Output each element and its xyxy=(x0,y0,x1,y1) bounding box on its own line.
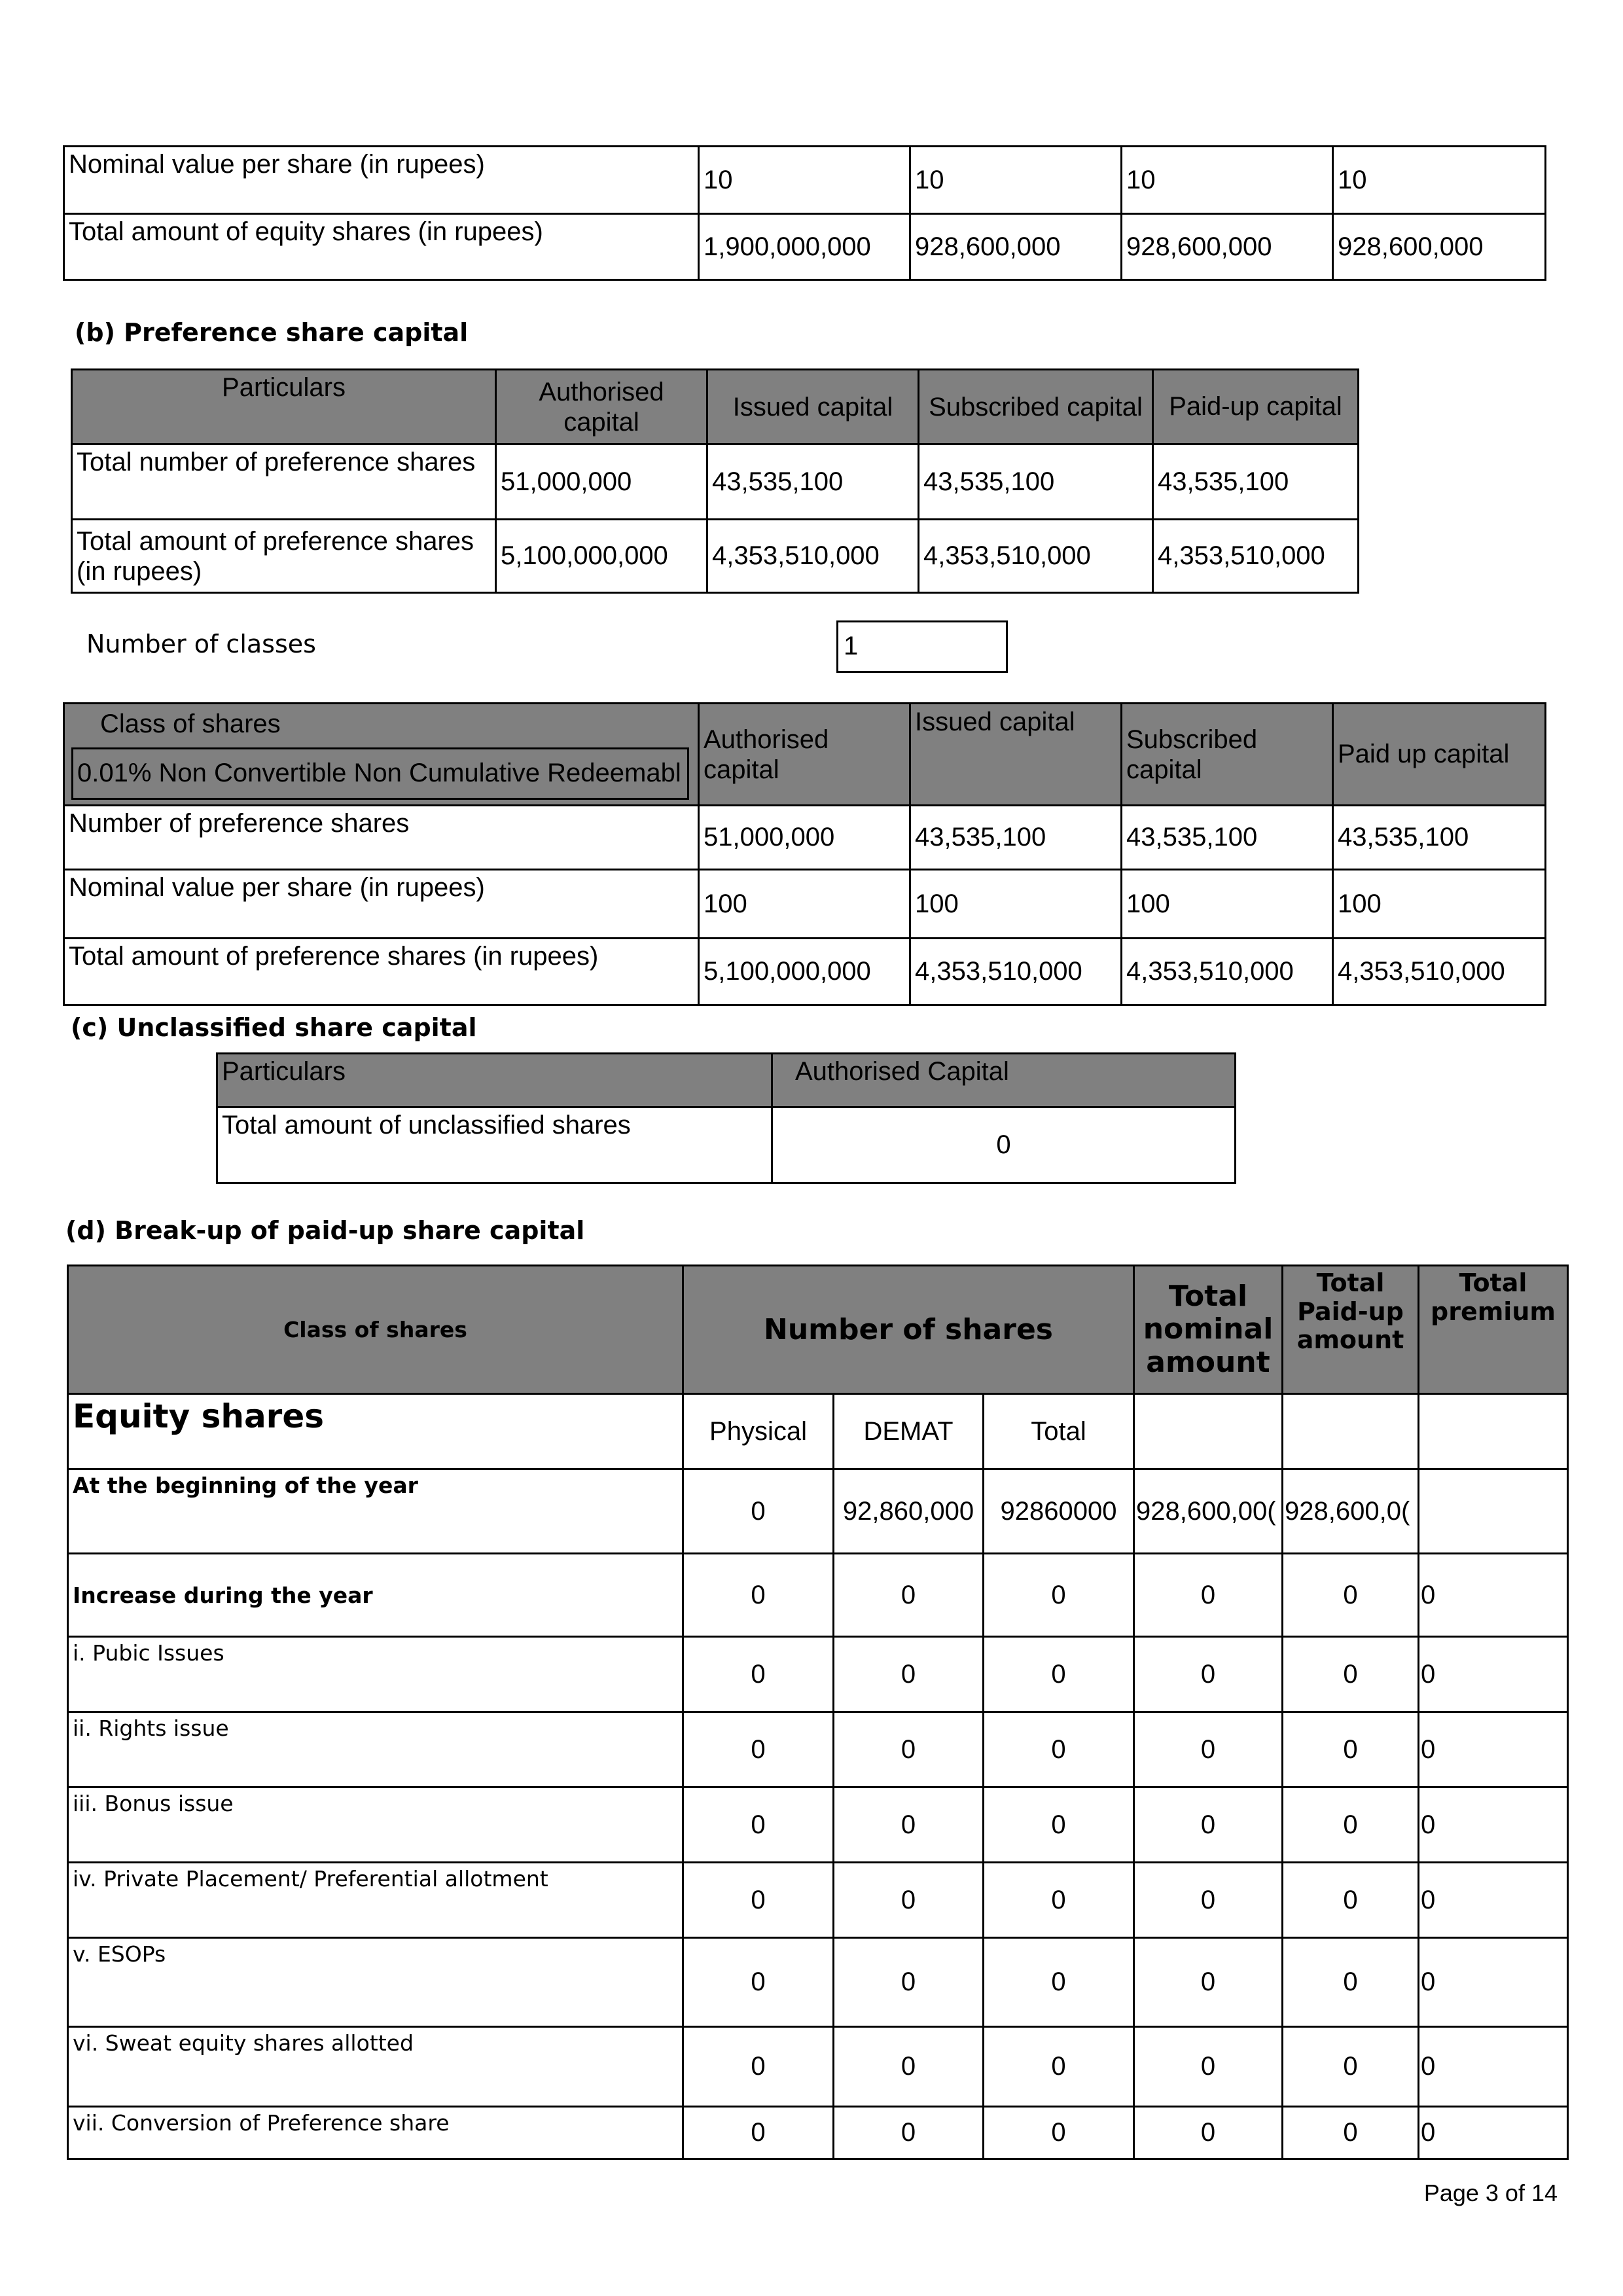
cell-value: 0 xyxy=(834,1787,984,1863)
cell-value: 0 xyxy=(834,1938,984,2027)
breakup-table xyxy=(67,1265,1569,2160)
cell-value: 0 xyxy=(984,2027,1134,2107)
cell-value: 0 xyxy=(1134,1787,1283,1863)
cell-value: 0 xyxy=(1419,1554,1568,1637)
class-of-shares-label: Class of shares xyxy=(100,709,281,738)
cell-value: 0 xyxy=(834,1863,984,1938)
cell-value: 0 xyxy=(1283,1787,1419,1863)
table-row xyxy=(64,147,1546,214)
header-subscribed: Subscribed capital xyxy=(1122,704,1333,806)
row-label: vii. Conversion of Preference share xyxy=(68,2107,683,2159)
table-row xyxy=(217,1107,1236,1183)
page-number: Page 3 of 14 xyxy=(1423,2179,1558,2206)
header-number-of-shares: Number of shares xyxy=(683,1266,1134,1394)
cell-value: 5,100,000,000 xyxy=(496,520,707,593)
subheader-physical: Physical xyxy=(683,1394,834,1469)
cell-value: 4,353,510,000 xyxy=(1333,939,1546,1005)
row-label: Nominal value per share (in rupees) xyxy=(64,870,699,939)
row-label: Number of preference shares xyxy=(64,806,699,870)
cell-value: 0 xyxy=(772,1107,1236,1183)
cell-value: 0 xyxy=(984,1863,1134,1938)
header-authorised: Authorised Capital xyxy=(772,1054,1236,1107)
cell-value: 0 xyxy=(1134,1938,1283,2027)
cell-value: 928,600,000 xyxy=(1333,214,1546,280)
header-authorised: Authorised capital xyxy=(699,704,910,806)
table-row xyxy=(68,1394,1568,1469)
table-row xyxy=(72,520,1359,593)
cell-value: 0 xyxy=(834,1637,984,1712)
section-title-preference: (b) Preference share capital xyxy=(75,318,469,347)
row-label: Total amount of unclassified shares xyxy=(217,1107,772,1183)
row-label: iii. Bonus issue xyxy=(68,1787,683,1863)
equity-capital-table xyxy=(63,145,1546,281)
header-issued: Issued capital xyxy=(707,370,919,444)
header-particulars: Particulars xyxy=(217,1054,772,1107)
header-authorised: Authorised capital xyxy=(496,370,707,444)
row-label: vi. Sweat equity shares allotted xyxy=(68,2027,683,2107)
table-row xyxy=(68,1863,1568,1938)
unclassified-table xyxy=(216,1052,1236,1184)
cell-value: 4,353,510,000 xyxy=(1153,520,1359,593)
table-row xyxy=(68,2107,1568,2159)
number-of-classes-label: Number of classes xyxy=(86,630,316,658)
cell-value: 43,535,100 xyxy=(910,806,1122,870)
cell-value: 0 xyxy=(984,1938,1134,2027)
table-row xyxy=(68,1787,1568,1863)
cell-value: 10 xyxy=(1122,147,1333,214)
class-of-shares-field[interactable]: 0.01% Non Convertible Non Cumulative Redeemabl xyxy=(71,747,689,800)
cell-value: 92860000 xyxy=(984,1469,1134,1554)
cell-value: 0 xyxy=(1283,2027,1419,2107)
cell-value: 100 xyxy=(699,870,910,939)
table-header-row xyxy=(68,1266,1568,1394)
cell-value: 43,535,100 xyxy=(1122,806,1333,870)
cell-value: 51,000,000 xyxy=(699,806,910,870)
cell-value: 0 xyxy=(1419,1787,1568,1863)
cell-value: 928,600,000 xyxy=(1122,214,1333,280)
cell-value: 928,600,0( xyxy=(1283,1469,1419,1554)
cell-value: 0 xyxy=(1134,1863,1283,1938)
row-label: Total number of preference shares xyxy=(72,444,496,520)
table-row xyxy=(72,444,1359,520)
table-header-row xyxy=(72,370,1359,444)
header-particulars: Particulars xyxy=(72,370,496,444)
cell-value: 0 xyxy=(1134,1637,1283,1712)
cell-value: 100 xyxy=(1333,870,1546,939)
table-row xyxy=(68,2027,1568,2107)
cell-value: 0 xyxy=(1283,1712,1419,1787)
cell-value: 43,535,100 xyxy=(919,444,1153,520)
cell-value: 0 xyxy=(984,1554,1134,1637)
header-class-of-shares: Class of shares xyxy=(68,1266,683,1394)
row-label: ii. Rights issue xyxy=(68,1712,683,1787)
cell-value: 0 xyxy=(683,2107,834,2159)
cell-value: 928,600,000 xyxy=(910,214,1122,280)
row-label: iv. Private Placement/ Preferential allotment xyxy=(68,1863,683,1938)
section-title-unclassified: (c) Unclassified share capital xyxy=(71,1013,477,1042)
row-label: Increase during the year xyxy=(68,1554,683,1637)
header-subscribed: Subscribed capital xyxy=(919,370,1153,444)
cell-value: 0 xyxy=(1283,1863,1419,1938)
cell-value: 0 xyxy=(1419,1938,1568,2027)
table-row xyxy=(68,1637,1568,1712)
row-label: Total amount of preference shares (in rupees) xyxy=(64,939,699,1005)
table-row xyxy=(64,214,1546,280)
cell-value: 4,353,510,000 xyxy=(1122,939,1333,1005)
cell-value: 4,353,510,000 xyxy=(919,520,1153,593)
cell-value: 0 xyxy=(683,1938,834,2027)
table-row xyxy=(68,1938,1568,2027)
header-total-nominal: Total nominal amount xyxy=(1134,1266,1283,1394)
table-row xyxy=(64,806,1546,870)
cell-value: 10 xyxy=(1333,147,1546,214)
table-row xyxy=(68,1712,1568,1787)
cell-value: 10 xyxy=(699,147,910,214)
table-row xyxy=(64,939,1546,1005)
cell-value: 0 xyxy=(1134,1554,1283,1637)
row-label: v. ESOPs xyxy=(68,1938,683,2027)
cell-value: 1,900,000,000 xyxy=(699,214,910,280)
cell-value: 43,535,100 xyxy=(707,444,919,520)
cell-value: 4,353,510,000 xyxy=(707,520,919,593)
row-label: Total amount of preference shares (in rupees) xyxy=(72,520,496,593)
cell-value: 0 xyxy=(984,1787,1134,1863)
cell-value: 0 xyxy=(1283,1637,1419,1712)
cell-value: 0 xyxy=(683,1863,834,1938)
row-label: At the beginning of the year xyxy=(68,1469,683,1554)
cell-value: 100 xyxy=(1122,870,1333,939)
cell-value: 0 xyxy=(1134,2027,1283,2107)
cell-value: 43,535,100 xyxy=(1333,806,1546,870)
row-label: Nominal value per share (in rupees) xyxy=(64,147,699,214)
cell-value: 0 xyxy=(683,2027,834,2107)
cell-value: 43,535,100 xyxy=(1153,444,1359,520)
cell-value: 0 xyxy=(1419,1712,1568,1787)
cell-value: 5,100,000,000 xyxy=(699,939,910,1005)
cell-value: 0 xyxy=(1283,1938,1419,2027)
cell-value: 0 xyxy=(1419,1863,1568,1938)
cell-value: 0 xyxy=(1419,1637,1568,1712)
header-paidup: Paid up capital xyxy=(1333,704,1546,806)
header-issued: Issued capital xyxy=(910,704,1122,806)
cell-value xyxy=(1419,1469,1568,1554)
number-of-classes-field[interactable]: 1 xyxy=(836,620,1008,673)
equity-shares-label: Equity shares xyxy=(68,1394,683,1469)
table-row xyxy=(68,1554,1568,1637)
cell-value: 0 xyxy=(683,1712,834,1787)
cell-value: 0 xyxy=(984,1712,1134,1787)
table-header-row xyxy=(64,704,1546,806)
cell-value: 0 xyxy=(984,1637,1134,1712)
subheader-demat: DEMAT xyxy=(834,1394,984,1469)
cell-value: 0 xyxy=(1283,2107,1419,2159)
preference-class-table xyxy=(63,702,1546,1006)
cell-value: 51,000,000 xyxy=(496,444,707,520)
header-paidup: Paid-up capital xyxy=(1153,370,1359,444)
header-total-paidup: Total Paid-up amount xyxy=(1283,1266,1419,1394)
row-label: Total amount of equity shares (in rupees) xyxy=(64,214,699,280)
cell-value: 0 xyxy=(834,2027,984,2107)
cell-value: 0 xyxy=(1134,1712,1283,1787)
table-header-row xyxy=(217,1054,1236,1107)
table-row xyxy=(68,1469,1568,1554)
class-of-shares-cell xyxy=(64,704,699,806)
table-row xyxy=(64,870,1546,939)
cell-value: 0 xyxy=(834,1712,984,1787)
cell-value: 100 xyxy=(910,870,1122,939)
header-total-premium: Total premium xyxy=(1419,1266,1568,1394)
row-label: i. Pubic Issues xyxy=(68,1637,683,1712)
cell-value: 0 xyxy=(683,1637,834,1712)
cell-value: 0 xyxy=(1134,2107,1283,2159)
cell-value: 92,860,000 xyxy=(834,1469,984,1554)
cell-value: 0 xyxy=(1283,1554,1419,1637)
cell-value: 0 xyxy=(1419,2107,1568,2159)
cell-value: 0 xyxy=(834,2107,984,2159)
section-title-breakup: (d) Break-up of paid-up share capital xyxy=(65,1216,585,1245)
cell-value: 0 xyxy=(1419,2027,1568,2107)
cell-value: 0 xyxy=(683,1554,834,1637)
cell-value: 0 xyxy=(984,2107,1134,2159)
cell-value: 10 xyxy=(910,147,1122,214)
cell-value: 4,353,510,000 xyxy=(910,939,1122,1005)
cell-value: 928,600,00( xyxy=(1134,1469,1283,1554)
cell-value: 0 xyxy=(683,1469,834,1554)
subheader-total: Total xyxy=(984,1394,1134,1469)
cell-value: 0 xyxy=(834,1554,984,1637)
preference-capital-table xyxy=(71,368,1359,594)
cell-value: 0 xyxy=(683,1787,834,1863)
